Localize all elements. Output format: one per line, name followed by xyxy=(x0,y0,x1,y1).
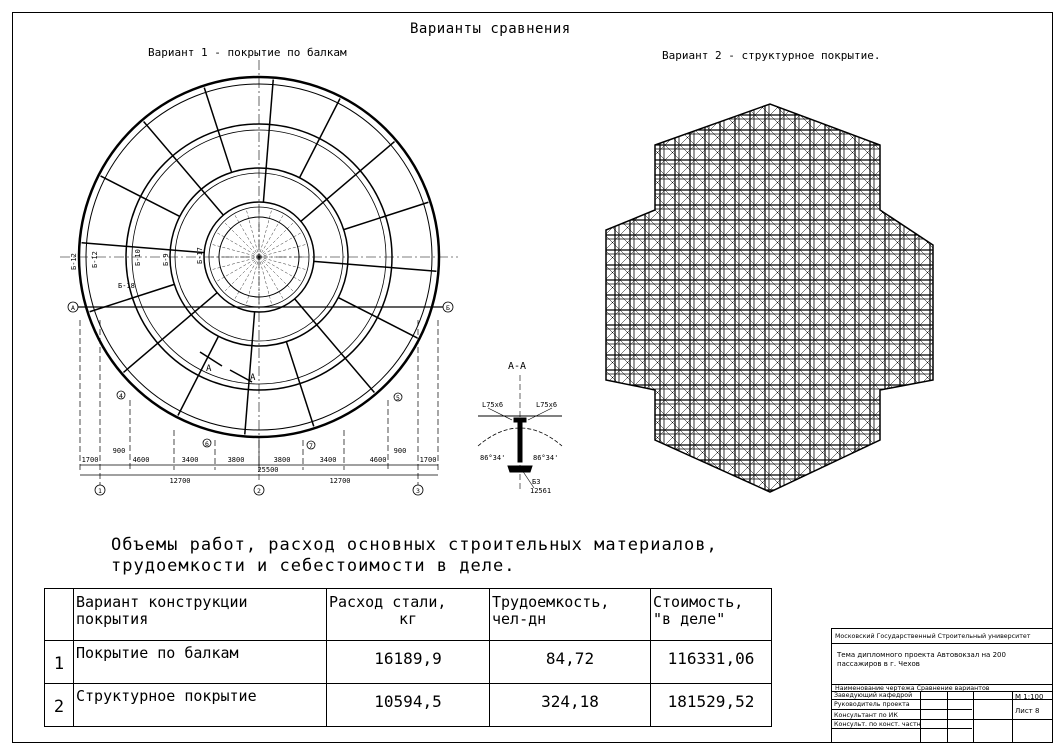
summary-line-1: Объемы работ, расход основных строительных материалов, xyxy=(111,535,718,555)
dome-plan xyxy=(60,60,458,480)
title-block xyxy=(831,628,1053,743)
dome-hub-line xyxy=(259,257,307,270)
beam-labels xyxy=(70,247,204,290)
stamp-theme-1: Тема дипломного проекта Автовокзал на 200 xyxy=(837,651,1006,659)
dome-hub-line xyxy=(259,222,294,257)
frame-diagonal xyxy=(600,0,940,30)
row-labor: 324,18 xyxy=(490,684,651,727)
frame-diagonal xyxy=(600,0,940,195)
dim-text: 3800 xyxy=(227,456,245,464)
row-name: Покрытие по балкам xyxy=(74,641,327,684)
row-num: 2 xyxy=(45,684,74,727)
dome-hub-line xyxy=(216,232,259,257)
frame-diagonal xyxy=(600,0,940,225)
beam-label: Б-12 xyxy=(70,253,78,270)
frame-diagonal xyxy=(600,0,940,195)
cut-mark: А xyxy=(206,364,212,374)
frame-diagonal xyxy=(600,0,940,240)
axis-mark: 1 xyxy=(98,487,102,495)
frame-diagonal xyxy=(600,0,940,75)
stamp-sheet-name: Наименование чертежа Сравнение вариантов xyxy=(835,685,990,692)
frame-diagonal xyxy=(600,0,940,120)
frame-diagonal xyxy=(600,0,940,15)
frame-diagonal xyxy=(600,0,940,45)
frame-diagonal xyxy=(600,0,940,105)
section-note: 86°34' xyxy=(480,454,506,462)
table-row xyxy=(45,641,772,684)
dim-text: 1700 xyxy=(419,456,437,464)
frame-diagonal xyxy=(600,0,940,15)
dim-text: 900 xyxy=(393,447,407,455)
header-cell-num xyxy=(45,589,74,641)
dim-text: 3400 xyxy=(181,456,199,464)
row-steel: 10594,5 xyxy=(327,684,490,727)
axis-mark: 7 xyxy=(309,442,313,450)
stamp-sheet: Лист 8 xyxy=(1015,707,1040,715)
dome-radial-beam xyxy=(295,299,375,393)
axis-mark: 3 xyxy=(416,487,420,495)
dome-radial-beam xyxy=(314,261,437,271)
dome-radial-beam xyxy=(144,121,224,215)
dome-hub-line xyxy=(246,257,259,305)
frame-diagonal xyxy=(600,0,940,225)
frame-diagonal xyxy=(600,0,940,60)
axis-mark: 6 xyxy=(205,440,209,448)
frame-diagonal xyxy=(600,0,940,90)
dome-hub-line xyxy=(259,244,307,257)
frame-diagonal xyxy=(600,0,940,105)
dome-hub-line xyxy=(224,222,259,257)
section-note: 12561 xyxy=(530,487,552,495)
variant1-caption: Вариант 1 - покрытие по балкам xyxy=(148,46,347,59)
stamp-consultant-2: Консульт. по конст. частн xyxy=(834,721,921,728)
dome-radial-beam xyxy=(338,298,417,339)
frame-diagonal xyxy=(600,0,940,150)
stamp-head: Заведующий кафедрой xyxy=(834,692,913,699)
header-cell-cost: Стоимость, "в деле" xyxy=(651,589,772,641)
dim-text: 1700 xyxy=(81,456,99,464)
frame-diagonal xyxy=(600,0,940,180)
section-note: L75x6 xyxy=(536,401,558,409)
axis-mark: А xyxy=(71,304,75,312)
dome-radial-beam xyxy=(178,336,219,415)
axis-mark: 4 xyxy=(119,392,123,400)
stamp-consultant: Консультант по ИК xyxy=(834,712,898,719)
frame-diagonal xyxy=(600,0,940,180)
frame-diagonal xyxy=(600,0,940,90)
dome-radial-beam xyxy=(123,293,217,373)
dome-radial-beam xyxy=(82,243,205,253)
dome-radial-beam xyxy=(301,142,395,222)
dim-text: 12700 xyxy=(329,477,351,485)
frame-diagonal xyxy=(600,0,940,75)
frame-diagonal xyxy=(600,0,940,45)
cut-mark: А xyxy=(250,373,256,383)
dome-hub-line xyxy=(211,244,259,257)
row-num: 1 xyxy=(45,641,74,684)
dome-hub-line xyxy=(259,209,272,257)
beam-label: Б-18 xyxy=(118,282,135,290)
dome-radial-beam xyxy=(300,99,341,178)
frame-diagonal xyxy=(600,0,940,120)
axis-mark: 2 xyxy=(257,487,261,495)
frame-diagonal xyxy=(600,0,940,30)
frame-diagonal xyxy=(600,0,940,165)
row-cost: 181529,52 xyxy=(651,684,772,727)
summary-text xyxy=(111,535,718,577)
axis-mark: 5 xyxy=(396,394,400,402)
row-steel: 16189,9 xyxy=(327,641,490,684)
axis-mark: Б xyxy=(446,304,450,312)
header-cell-steel: Расход стали, кг xyxy=(327,589,490,641)
frame-diagonal xyxy=(600,0,940,150)
dome-hub-line xyxy=(259,257,272,305)
dome-hub-line xyxy=(234,257,259,300)
header-cell-labor: Трудоемкость, чел-дн xyxy=(490,589,651,641)
stamp-theme-2: пассажиров в г. Чехов xyxy=(837,660,920,668)
stamp-scale: М 1:100 xyxy=(1015,693,1044,701)
dim-text: 3400 xyxy=(319,456,337,464)
row-labor: 84,72 xyxy=(490,641,651,684)
frame-diagonal xyxy=(600,0,940,240)
beam-label: Б-9 xyxy=(162,253,170,266)
variant2-caption: Вариант 2 - структурное покрытие. xyxy=(662,49,881,62)
drawing-title: Варианты сравнения xyxy=(410,21,571,37)
dome-hub-line xyxy=(246,209,259,257)
dim-text: 4600 xyxy=(132,456,150,464)
dome-hub-line xyxy=(234,214,259,257)
dome-radial-beam xyxy=(204,88,231,173)
frame-diagonal xyxy=(600,0,940,60)
beam-label: Б-12 xyxy=(91,251,99,268)
dim-text: 4600 xyxy=(369,456,387,464)
dome-hub-line xyxy=(211,257,259,270)
frame-diagonal xyxy=(600,0,940,210)
frame-diagonal xyxy=(600,0,940,210)
dim-text: 900 xyxy=(112,447,126,455)
stamp-university: Московский Государственный Строительный университет xyxy=(835,633,1031,640)
dome-radial-beam xyxy=(286,342,313,427)
dome-hub-line xyxy=(259,214,284,257)
dim-text: 3800 xyxy=(273,456,291,464)
table-header-row xyxy=(45,589,772,641)
section-note: 86°34' xyxy=(533,454,559,462)
section-label: А-А xyxy=(508,361,527,372)
dome-hub-line xyxy=(216,257,259,282)
frame-diagonal xyxy=(600,0,940,165)
section-note: Б3 xyxy=(532,478,541,486)
row-name: Структурное покрытие xyxy=(74,684,327,727)
dome-radial-beam xyxy=(263,80,273,203)
beam-label: Б-17 xyxy=(196,247,204,264)
header-cell-variant: Вариант конструкции покрытия xyxy=(74,589,327,641)
dome-hub-line xyxy=(259,232,302,257)
dome-radial-beam xyxy=(101,176,180,217)
dome-hub-line xyxy=(259,257,284,300)
dim-text: 25500 xyxy=(257,466,279,474)
table-row xyxy=(45,684,772,727)
dome-hub-line xyxy=(224,257,259,292)
volumes-table xyxy=(44,588,772,727)
dome-hub-line xyxy=(259,257,302,282)
dome-radial-beam xyxy=(344,202,429,229)
beam-label: Б-10 xyxy=(134,249,142,266)
dim-text: 12700 xyxy=(169,477,191,485)
section-detail xyxy=(478,375,562,490)
dome-hub-line xyxy=(259,257,294,292)
section-note: L75x6 xyxy=(482,401,504,409)
summary-line-2: трудоемкости и себестоимости в деле. xyxy=(111,556,516,576)
row-cost: 116331,06 xyxy=(651,641,772,684)
stamp-supervisor: Руководитель проекта xyxy=(834,701,910,708)
